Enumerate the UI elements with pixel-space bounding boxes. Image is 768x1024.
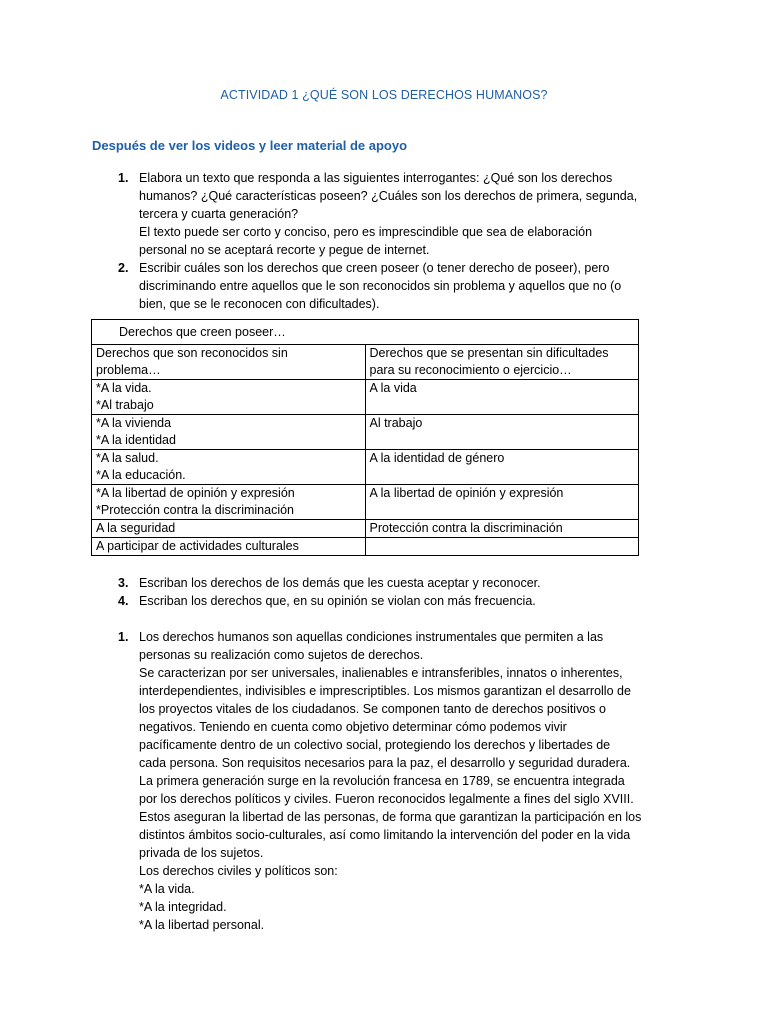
table-header-row <box>92 345 639 380</box>
instruction-item-4 <box>118 592 658 610</box>
answer-line: distintos ámbitos socio-culturales, así como limitando la intervención del poder en la vida <box>139 828 631 842</box>
table-cell-right: A la libertad de opinión y expresión <box>365 485 639 520</box>
table-title: Derechos que creen poseer… <box>92 320 639 345</box>
column-header-no-difficulty: Derechos que se presentan sin dificultades para su reconocimiento o ejercicio… <box>365 345 639 380</box>
instruction-item-2 <box>118 259 658 313</box>
table-row <box>92 538 639 556</box>
answer-line: por los derechos políticos y civiles. Fueron reconocidos legalmente a fines del siglo XVIII. <box>139 792 634 806</box>
table-cell-right: Protección contra la discriminación <box>365 520 639 538</box>
section-subtitle: Después de ver los videos y leer material de apoyo <box>92 138 408 153</box>
instructions-list-continued <box>118 574 658 610</box>
instruction-line: tercera y cuarta generación? <box>139 207 299 221</box>
instruction-item-1 <box>118 169 658 259</box>
instructions-list <box>118 169 658 313</box>
answer-list <box>118 628 658 934</box>
table-cell-left: *A la salud. *A la educación. <box>92 450 366 485</box>
answer-line: *A la integridad. <box>139 900 227 914</box>
instruction-line: Escriban los derechos que, en su opinión se violan con más frecuencia. <box>139 594 536 608</box>
table-cell-left: *A la vivienda *A la identidad <box>92 415 366 450</box>
list-number: 3. <box>118 576 129 590</box>
instruction-line: Escribir cuáles son los derechos que creen poseer (o tener derecho de poseer), pero <box>139 261 610 275</box>
column-header-recognized: Derechos que son reconocidos sin problema… <box>92 345 366 380</box>
instruction-line: humanos? ¿Qué características poseen? ¿Cuáles son los derechos de primera, segunda, <box>139 189 638 203</box>
page-title: ACTIVIDAD 1 ¿QUÉ SON LOS DERECHOS HUMANOS? <box>220 88 548 102</box>
instruction-line: Escriban los derechos de los demás que les cuesta aceptar y reconocer. <box>139 576 541 590</box>
instruction-line: bien, que se le reconocen con dificultades). <box>139 297 380 311</box>
list-number: 1. <box>118 630 129 644</box>
table-cell-right: A la vida <box>365 380 639 415</box>
answer-item-1 <box>118 628 658 934</box>
answer-line: *A la vida. <box>139 882 195 896</box>
answer-line: *A la libertad personal. <box>139 918 265 932</box>
answer-line: pacíficamente dentro de un colectivo social, protegiendo los derechos y libertades de <box>139 738 611 752</box>
answer-line: Los derechos humanos son aquellas condiciones instrumentales que permiten a las <box>139 630 604 644</box>
table-cell-right: Al trabajo <box>365 415 639 450</box>
table-cell-left: *A la libertad de opinión y expresión *Protección contra la discriminación <box>92 485 366 520</box>
answer-line: privada de los sujetos. <box>139 846 264 860</box>
answer-line: interdependientes, indivisibles e imprescriptibles. Los mismos garantizan el desarrollo de <box>139 684 631 698</box>
list-number: 4. <box>118 594 129 608</box>
instruction-line: El texto puede ser corto y conciso, pero es imprescindible que sea de elaboración <box>139 225 593 239</box>
table-row <box>92 450 639 485</box>
table-row <box>92 415 639 450</box>
answer-line: personas su realización como sujetos de derechos. <box>139 648 424 662</box>
list-number: 2. <box>118 261 129 275</box>
table-cell-left: A participar de actividades culturales <box>92 538 366 556</box>
table-row <box>92 380 639 415</box>
table-row <box>92 485 639 520</box>
answer-line: Se caracterizan por ser universales, inalienables e intransferibles, innatos o inherentes, <box>139 666 623 680</box>
table-cell-right <box>365 538 639 556</box>
instruction-item-3 <box>118 574 658 592</box>
answer-line: negativos. Teniendo en cuenta como objetivo determinar cómo podemos vivir <box>139 720 567 734</box>
list-number: 1. <box>118 171 129 185</box>
answer-line: Estos aseguran la libertad de las personas, de forma que garantizan la participación en los <box>139 810 642 824</box>
table-title-row <box>92 320 639 345</box>
answer-line: los proyectos vitales de los ciudadanos. Se componen tanto de derechos positivos o <box>139 702 606 716</box>
table-cell-left: A la seguridad <box>92 520 366 538</box>
rights-table <box>91 319 639 556</box>
answer-line: Los derechos civiles y políticos son: <box>139 864 338 878</box>
answer-line: La primera generación surge en la revolución francesa en 1789, se encuentra integrada <box>139 774 625 788</box>
table-cell-right: A la identidad de género <box>365 450 639 485</box>
instruction-line: Elabora un texto que responda a las siguientes interrogantes: ¿Qué son los derechos <box>139 171 613 185</box>
table-row <box>92 520 639 538</box>
instruction-line: discriminando entre aquellos que le son reconocidos sin problema y aquellos que no (o <box>139 279 622 293</box>
instruction-line: personal no se aceptará recorte y pegue de internet. <box>139 243 430 257</box>
answer-line: cada persona. Son requisitos necesarios para la paz, el desarrollo y seguridad duradera. <box>139 756 631 770</box>
table-cell-left: *A la vida. *Al trabajo <box>92 380 366 415</box>
